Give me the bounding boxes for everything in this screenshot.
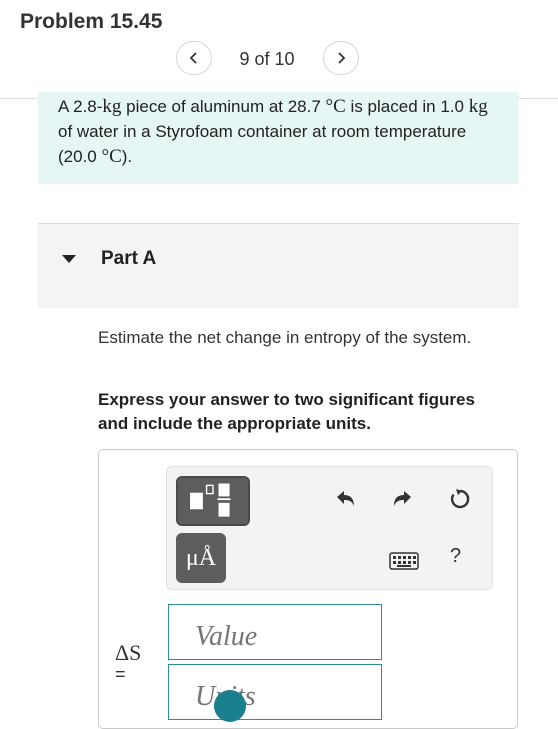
equals-sign: = <box>115 664 126 684</box>
question-text: Estimate the net change in entropy of the system. <box>98 328 472 347</box>
help-button[interactable]: ? <box>450 545 462 567</box>
problem-counter: 9 of 10 <box>239 49 295 69</box>
redo-icon[interactable] <box>389 486 415 512</box>
reset-icon[interactable] <box>447 486 473 512</box>
previous-problem-button[interactable] <box>176 41 212 75</box>
keyboard-icon[interactable] <box>389 552 419 570</box>
chevron-right-icon <box>334 51 348 65</box>
instruction-text: Express your answer to two significant figures and include the appropriate units. <box>98 390 475 433</box>
problem-statement: A 2.8-kg piece of aluminum at 28.7 °C is placed in 1.0 kg of water in a Styrofoam container at room temperature (20.0 °C). <box>38 92 519 184</box>
part-a-label: Part A <box>101 248 157 269</box>
page-title: Problem 15.45 <box>20 10 163 33</box>
value-input[interactable] <box>168 604 382 660</box>
entropy-change-label: ΔS <box>115 640 142 665</box>
next-problem-button[interactable] <box>323 41 359 75</box>
chevron-left-icon <box>187 51 201 65</box>
templates-button[interactable] <box>176 476 250 526</box>
undo-icon[interactable] <box>333 486 359 512</box>
templates-icon <box>178 478 248 524</box>
units-input[interactable] <box>168 664 382 720</box>
cursor-indicator <box>214 690 246 722</box>
collapse-caret-icon[interactable] <box>62 255 76 263</box>
units-button[interactable]: μÅ <box>176 533 226 583</box>
